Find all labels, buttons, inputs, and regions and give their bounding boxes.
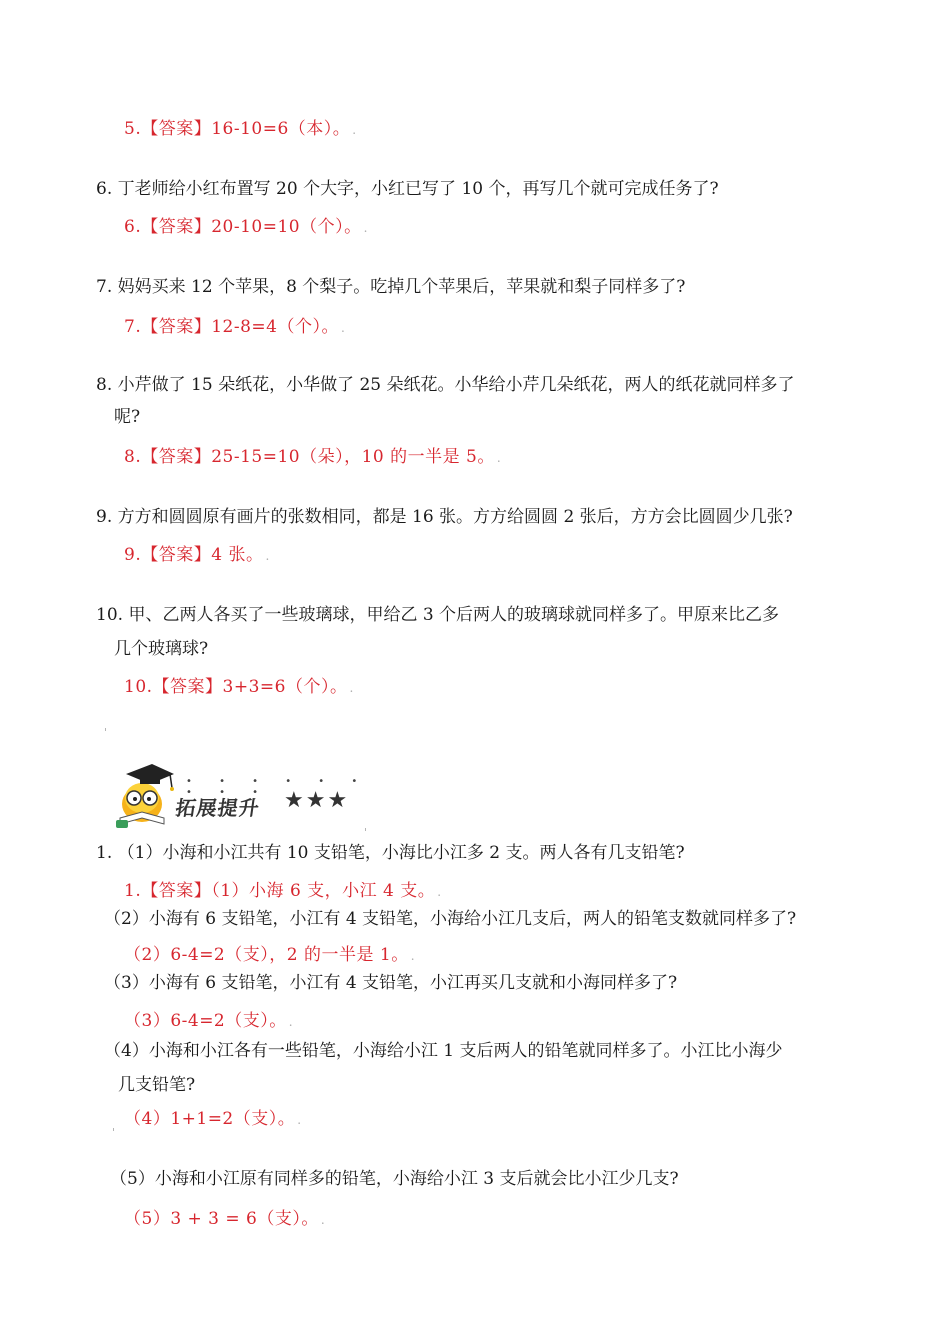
decorative-dots: • • • • • • • • •: [186, 776, 370, 798]
answer-9: 9.【答案】4 张。 .: [124, 545, 270, 565]
question-9: 9. 方方和圆圆原有画片的张数相同，都是 16 张。方方给圆圆 2 张后，方方会比圆圆少几张?: [96, 507, 793, 527]
answer-10: 10.【答案】3+3=6（个）。 .: [124, 677, 354, 697]
ext-question-4-line2: 几支铅笔?: [118, 1075, 196, 1095]
question-8-line2: 呢?: [114, 407, 141, 427]
mascot-icon: [112, 758, 182, 830]
paragraph-mark: ': [104, 726, 108, 739]
paragraph-mark: ': [112, 1126, 116, 1139]
ext-question-2: （2）小海有 6 支铅笔，小江有 4 支铅笔，小海给小江几支后，两人的铅笔支数就同样多了?: [104, 909, 797, 929]
ext-answer-2: （2）6-4=2（支），2 的一半是 1。 .: [124, 945, 416, 965]
question-8-line1: 8. 小芹做了 15 朵纸花，小华做了 25 朵纸花。小华给小芹几朵纸花，两人的纸花就同样多了: [96, 375, 795, 395]
ext-question-4-line1: （4）小海和小江各有一些铅笔，小海给小江 1 支后两人的铅笔就同样多了。小江比小海少: [104, 1041, 783, 1061]
section-title: 拓展提升: [174, 796, 262, 820]
answer-8: 8.【答案】25-15=10（朵），10 的一半是 5。 .: [124, 447, 502, 467]
ext-answer-3: （3）6-4=2（支）。 .: [124, 1011, 294, 1031]
question-10-line1: 10. 甲、乙两人各买了一些玻璃球，甲给乙 3 个后两人的玻璃球就同样多了。甲原来比乙多: [96, 605, 780, 625]
paragraph-mark: ': [364, 826, 368, 839]
question-7: 7. 妈妈买来 12 个苹果，8 个梨子。吃掉几个苹果后，苹果就和梨子同样多了?: [96, 277, 686, 297]
ext-answer-5: （5）3 + 3 = 6（支）。 .: [124, 1209, 326, 1229]
ext-question-3: （3）小海有 6 支铅笔，小江有 4 支铅笔，小江再买几支就和小海同样多了?: [104, 973, 678, 993]
ext-question-5: （5）小海和小江原有同样多的铅笔，小海给小江 3 支后就会比小江少几支?: [110, 1169, 679, 1189]
question-10-line2: 几个玻璃球?: [114, 639, 209, 659]
answer-7: 7.【答案】12-8=4（个）。 .: [124, 317, 346, 337]
ext-answer-4: （4）1+1=2（支）。 .: [124, 1109, 302, 1129]
ext-question-1: 1. （1）小海和小江共有 10 支铅笔，小海比小江多 2 支。两人各有几支铅笔?: [96, 843, 685, 863]
difficulty-stars: ★★★: [284, 788, 350, 813]
question-6: 6. 丁老师给小红布置写 20 个大字，小红已写了 10 个，再写几个就可完成任务了?: [96, 179, 719, 199]
answer-6: 6.【答案】20-10=10（个）。 .: [124, 217, 368, 237]
answer-5: 5.【答案】16-10=6（本）。 .: [124, 119, 357, 139]
ext-answer-1: 1.【答案】（1）小海 6 支，小江 4 支。 .: [124, 881, 442, 901]
section-header: [112, 758, 372, 830]
